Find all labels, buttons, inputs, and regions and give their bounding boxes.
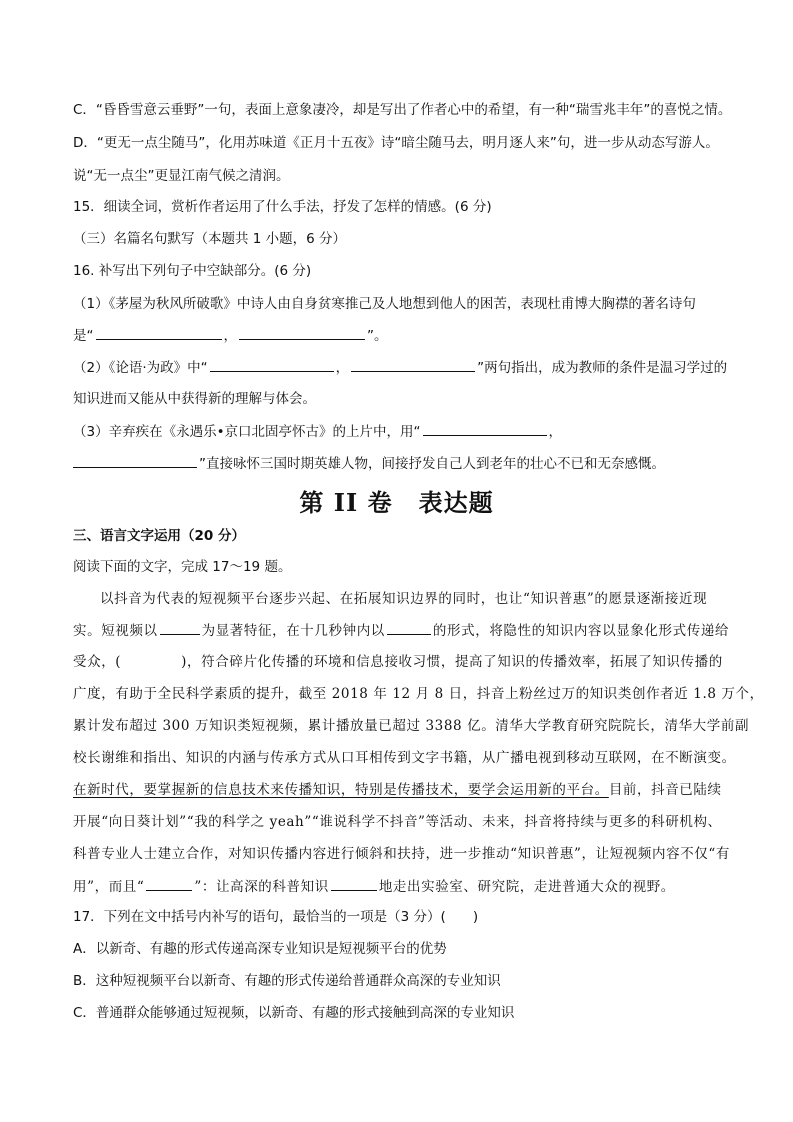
q16-item-3: （3）辛弃疾在《永遇乐•京口北固亭怀古》的上片中，用“ ， xyxy=(73,421,723,442)
blank[interactable] xyxy=(423,421,547,436)
reading-instruction: 阅读下面的文字，完成 17～19 题。 xyxy=(73,559,292,575)
question-16: 16. 补写出下列句子中空缺部分。(6 分) xyxy=(73,263,312,279)
passage-line: 广度，有助于全民科学素质的提升，截至 2018 年 12 月 8 日，抖音上粉丝过万的知识类创作者近 1.8 万个， xyxy=(73,686,764,702)
passage-line: 累计发布超过 300 万知识类短视频，累计播放量已超过 3388 亿。清华大学教育研究院院长，清华大学前副 xyxy=(73,718,750,734)
blank[interactable] xyxy=(210,357,334,372)
q16-item-1-blanks: 是“ ， ”。 xyxy=(73,325,723,346)
passage-line: 科普专业人士建立合作，对知识传播内容进行倾斜和扶持，进一步推动“知识普惠”，让短视频内容不仅“有 xyxy=(73,846,731,862)
blank[interactable] xyxy=(146,876,192,891)
blank[interactable] xyxy=(160,620,200,635)
q16-item-3-cont: ”直接咏怀三国时期英雄人物，间接抒发自己人到老年的壮心不已和无奈感慨。 xyxy=(73,453,723,474)
passage-line: 受众，( )，符合碎片化传播的环境和信息接收习惯，提高了知识的传播效率，拓展了知识传播的 xyxy=(73,654,723,670)
passage-line: 以抖音为代表的短视频平台逐步兴起、在拓展知识边界的同时，也让“知识普惠”的愿景逐渐接近现 xyxy=(100,591,708,607)
section-heading-3: （三）名篇名句默写（本题共 1 小题，6 分） xyxy=(73,231,347,247)
section-heading-language: 三、语言文字运用（20 分） xyxy=(73,528,245,544)
blank[interactable] xyxy=(239,325,365,340)
blank[interactable] xyxy=(96,325,222,340)
passage-line: 实。短视频以 为显著特征，在十几秒钟内以 的形式，将隐性的知识内容以显象化形式传递给 xyxy=(73,620,723,641)
passage-line: 在新时代，要掌握新的信息技术来传播知识，特别是传播技术，要学会运用新的平台。目前，抖音已陆续 xyxy=(73,782,722,798)
option-d: D．“更无一点尘随马”，化用苏味道《正月十五夜》诗“暗尘随马去，明月逐人来”句，进一步从动态写游人。 xyxy=(73,135,719,151)
option-c: C．“昏昏雪意云垂野”一句，表面上意象凄冷，却是写出了作者心中的希望，有一种“瑞雪兆丰年”的喜悦之情。 xyxy=(73,102,732,118)
blank[interactable] xyxy=(387,620,431,635)
q17-option-b[interactable]: B．这种短视频平台以新奇、有趣的形式传递给普通群众高深的专业知识 xyxy=(73,973,501,989)
q16-item-1: （1）《茅屋为秋风所破歌》中诗人由自身贫寒推己及人地想到他人的困苦，表现杜甫博大胸襟的著名诗句 xyxy=(73,296,696,312)
blank[interactable] xyxy=(351,357,475,372)
q16-item-2: （2）《论语·为政》中“ ， ”两句指出，成为教师的条件是温习学过的 xyxy=(73,357,723,378)
q16-item-2-cont: 知识进而又能从中获得新的理解与体会。 xyxy=(73,391,316,407)
question-17: 17．下列在文中括号内补写的语句，最恰当的一项是（3 分）( ) xyxy=(73,909,479,925)
question-15: 15．细读全词，赏析作者运用了什么手法，抒发了怎样的情感。(6 分) xyxy=(73,199,492,215)
blank[interactable] xyxy=(331,876,377,891)
q17-option-c[interactable]: C．普通群众能够通过短视频，以新奇、有趣的形式接触到高深的专业知识 xyxy=(73,1005,515,1021)
q17-option-a[interactable]: A．以新奇、有趣的形式传递高深专业知识是短视频平台的优势 xyxy=(73,941,447,957)
passage-line: 用”，而且“ ”：让高深的科普知识 地走出实验室、研究院，走进普通大众的视野。 xyxy=(73,876,723,897)
passage-line: 校长谢维和指出、知识的内涵与传承方式从口耳相传到文字书籍，从广播电视到移动互联网，在不断演变。 xyxy=(73,750,736,766)
part-2-title: 第 II 卷 表达题 xyxy=(299,488,494,517)
blank[interactable] xyxy=(73,453,197,468)
passage-line: 开展“向日葵计划”“我的科学之 yeah”“谁说科学不抖音”等活动、未来，抖音将持续与更多的科研机构、 xyxy=(73,814,722,830)
option-d-cont: 说“无一点尘”更显江南气候之清润。 xyxy=(73,168,290,184)
underlined-sentence: 在新时代，要掌握新的信息技术来传播知识，特别是传播技术，要学会运用新的平台。 xyxy=(73,782,609,798)
